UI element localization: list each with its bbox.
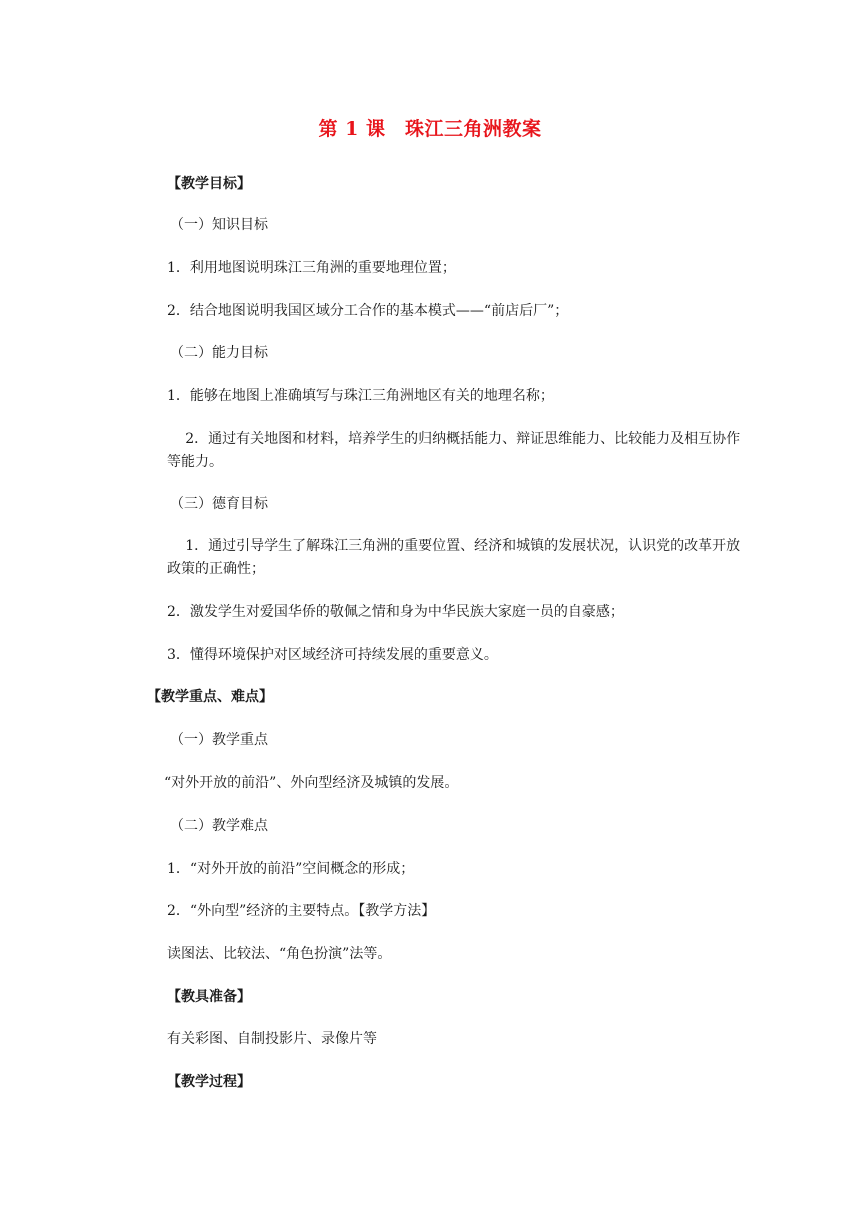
knowledge-item-1: 1．利用地图说明珠江三角洲的重要地理位置； xyxy=(167,260,456,276)
section-heading-key-points: 【教学重点、难点】 xyxy=(147,689,273,705)
moral-item-1: 1．通过引导学生了解珠江三角洲的重要位置、经济和城镇的发展状况，认识党的改革开放政策的正确性； xyxy=(167,538,741,577)
subheading-moral-goals: （三）德育目标 xyxy=(170,496,268,512)
subheading-key-points: （一）教学重点 xyxy=(170,732,268,748)
moral-item-3: 3．懂得环境保护对区域经济可持续发展的重要意义。 xyxy=(167,647,498,663)
teaching-aids-text: 有关彩图、自制投影片、录像片等 xyxy=(167,1031,377,1047)
section-heading-teaching-aids: 【教具准备】 xyxy=(167,989,251,1005)
moral-item-2: 2．激发学生对爱国华侨的敬佩之情和身为中华民族大家庭一员的自豪感； xyxy=(167,604,624,620)
subheading-ability-goals: （二）能力目标 xyxy=(170,345,268,361)
ability-item-2: 2．通过有关地图和材料，培养学生的归纳概括能力、辩证思维能力、比较能力及相互协作等能力。 xyxy=(167,431,741,470)
knowledge-item-2: 2．结合地图说明我国区域分工合作的基本模式——“前店后厂”； xyxy=(167,303,569,319)
difficult-item-1: 1．“对外开放的前沿”空间概念的形成； xyxy=(167,861,415,877)
difficult-item-2: 2．“外向型”经济的主要特点。【教学方法】 xyxy=(167,903,436,919)
key-point-text: “对外开放的前沿”、外向型经济及城镇的发展。 xyxy=(164,775,459,791)
subheading-difficult-points: （二）教学难点 xyxy=(170,818,268,834)
subheading-knowledge-goals: （一）知识目标 xyxy=(170,217,268,233)
teaching-methods-text: 读图法、比较法、“角色扮演”法等。 xyxy=(167,946,392,962)
section-heading-teaching-goals: 【教学目标】 xyxy=(167,176,251,192)
page-title: 第 1 课 珠江三角洲教案 xyxy=(318,118,542,140)
ability-item-1: 1．能够在地图上准确填写与珠江三角洲地区有关的地理名称； xyxy=(167,388,554,404)
section-heading-teaching-process: 【教学过程】 xyxy=(167,1074,251,1090)
